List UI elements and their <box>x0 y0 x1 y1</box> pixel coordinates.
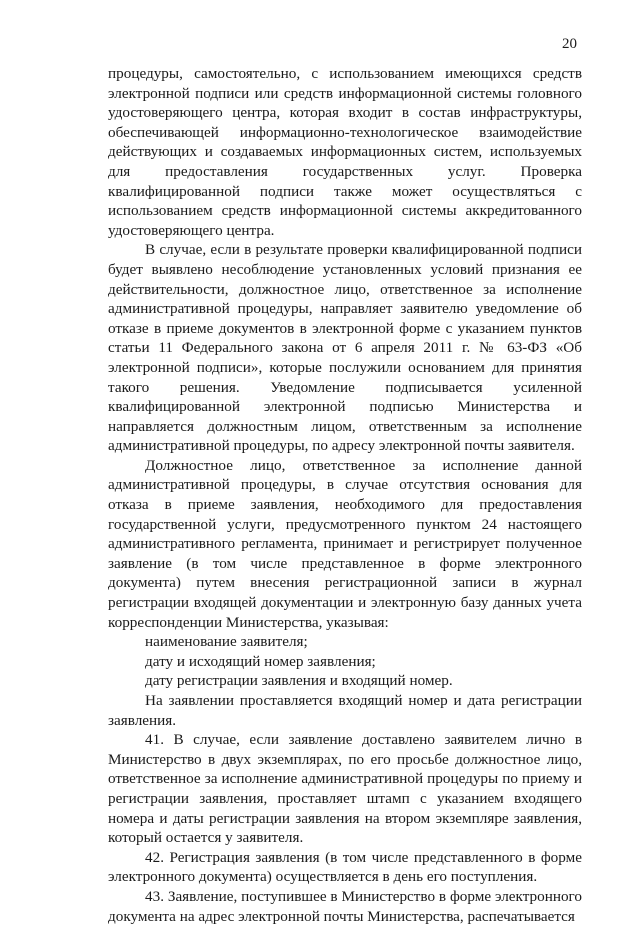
paragraph-stamp-note: На заявлении проставляется входящий номер и дата регистрации заявления. <box>108 692 582 729</box>
paragraph-43: 43. Заявление, поступившее в Министерство в форме электронного документа на адрес электронной почты Министерства, распечатывается <box>108 887 582 925</box>
paragraph-signature-check-failure: В случае, если в результате проверки квалифицированной подписи будет выявлено несоблюдение установленных условий признания ее действительности, должностное лицо, ответственное за исполнение административной процедуры, направляет заявителю уведомление об отказе в приеме документов в электронной форме с указанием пунктов статьи 11 Федерального закона от 6 апреля 2011 г. № 63-ФЗ «Об электронной подписи», которые послужили основанием для принятия такого решения. Уведомление подписывается усиленной квалифицированной электронной подписью Министерства и направляется должностным лицом, ответственным за исполнение административной процедуры, по адресу электронной почты заявителя. <box>108 241 582 455</box>
list-item: дату регистрации заявления и входящий номер. <box>145 672 453 690</box>
paragraph-41: 41. В случае, если заявление доставлено заявителем лично в Министерство в двух экземплярах, по его просьбе должностное лицо, ответственное за исполнение административной процедуры по приему и регистрации заявления, проставляет штамп с указанием входящего номера и даты регистрации заявления на втором экземпляре заявления, который остается у заявителя. <box>108 731 582 847</box>
list-item: наименование заявителя; <box>145 633 308 651</box>
paragraph-registration: Должностное лицо, ответственное за исполнение данной административной процедуры, в случае отсутствия основания для отказа в приеме заявления, необходимого для предоставления государственной услуги, предусмотренного пунктом 24 настоящего административного регламента, принимает и регистрирует полученное заявление (в том числе представленное в форме электронного документа) путем внесения регистрационной записи в журнал регистрации входящей документации и электронную базу данных учета корреспонденции Министерства, указывая: <box>108 456 582 631</box>
list-item: дату и исходящий номер заявления; <box>145 652 376 670</box>
page-number: 20 <box>562 36 577 52</box>
paragraph-continuation: процедуры, самостоятельно, с использованием имеющихся средств электронной подписи или средств информационной системы головного удостоверяющего центра, которая входит в состав инфраструктуры, обеспечивающей информационно-технологическое взаимодействие действующих и создаваемых информационных систем, используемых для предоставления государственных услуг. Проверка квалифицированной подписи также может осуществляться с использованием средств информационной системы аккредитованного удостоверяющего центра. <box>108 65 582 239</box>
paragraph-42: 42. Регистрация заявления (в том числе представленного в форме электронного документа) осуществляется в день его поступления. <box>108 848 582 886</box>
document-body <box>108 64 582 926</box>
